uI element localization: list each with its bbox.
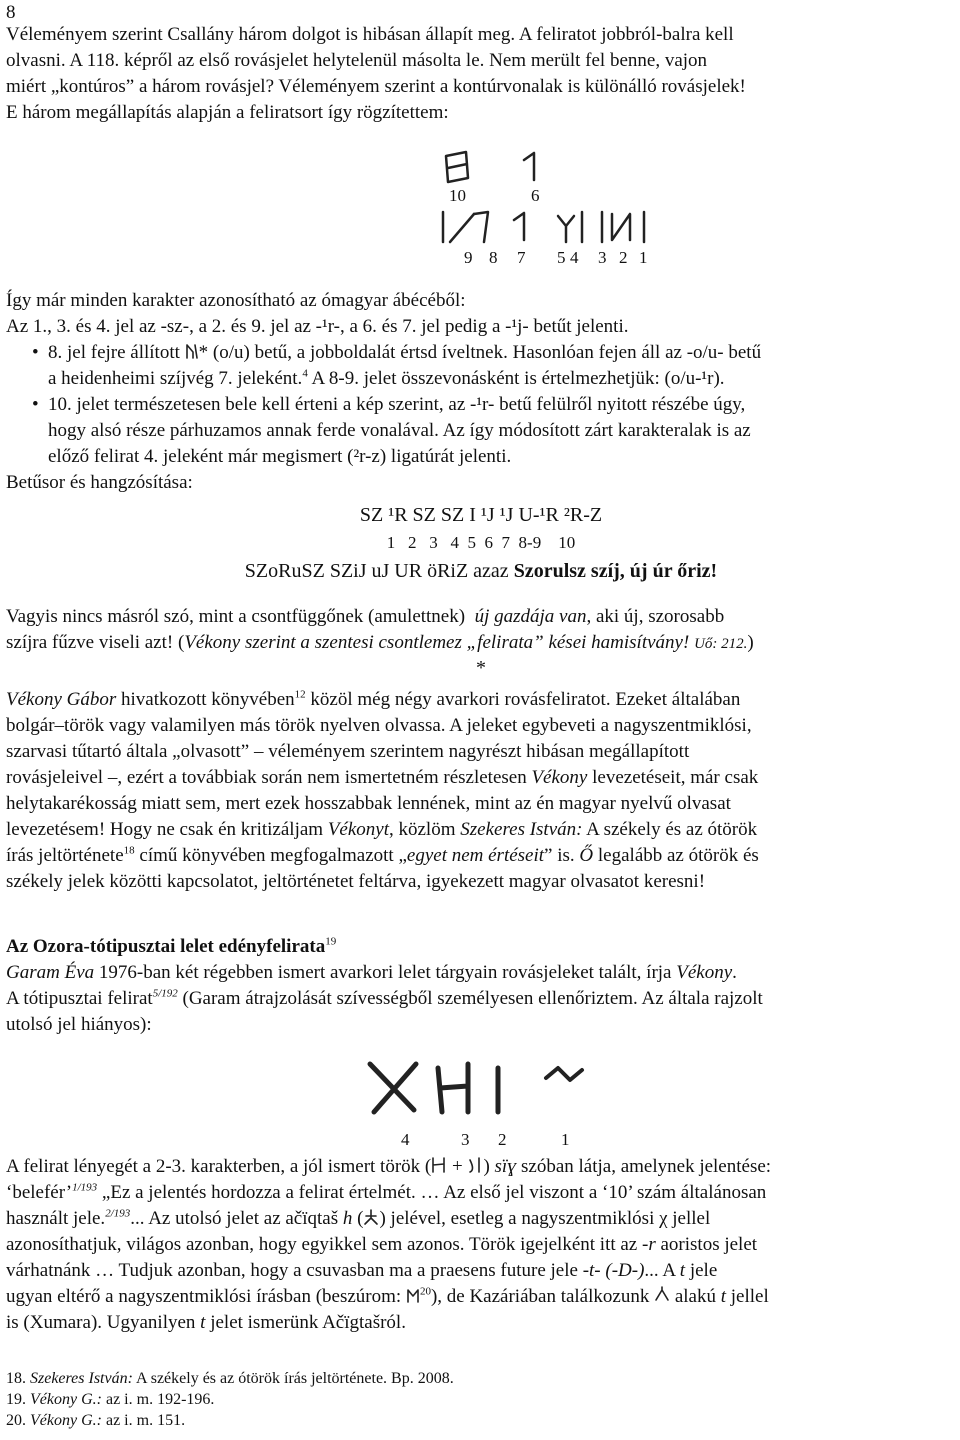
- reading-text: SZoRuSZ SZiJ uJ UR öRiZ azaz: [244, 560, 514, 582]
- rune-number: 2: [619, 248, 628, 267]
- reading: [6, 558, 956, 584]
- text: alakú: [670, 1286, 721, 1307]
- text-line: bolgár–török vagy valamilyen más török nyelven olvassa. A jeleket egybeveti a nagyszentmiklósi,: [6, 715, 752, 736]
- text-line: [6, 1180, 956, 1206]
- inscription-glyphs: [6, 1056, 956, 1120]
- footnote-author: Vékony G.:: [30, 1391, 102, 1408]
- text: 10. jelet természetesen bele kell érteni a kép szerint, az -¹r- betű felülről nyitott részébe úgy,: [48, 394, 746, 415]
- text-line: helytakarékosság miatt sem, mert ezek hosszabbak lennének, mint az én magyar nyelvű olvasat: [6, 793, 731, 814]
- rune-number: 7: [517, 248, 526, 267]
- bullet-item: [6, 340, 956, 392]
- bullet-dot: •: [32, 394, 39, 415]
- text-line: szarvasi tűtartó általa „olvasott” – véleményem szerintem nagyrészt hibásan megállapított: [6, 741, 690, 762]
- paragraph-interpretation: [6, 1154, 956, 1336]
- footnote-text: A székely és az ótörök írás jeltörténete. Bp. 2008.: [132, 1370, 454, 1387]
- text-line: [6, 630, 956, 657]
- text: ugyan eltérő a nagyszentmiklósi írásban (beszúrom:: [6, 1286, 406, 1307]
- text: szóban látja, amelynek jelentése:: [516, 1156, 772, 1177]
- text: szíjra fűzve viseli azt! (: [6, 632, 185, 653]
- footnote-author: Szekeres István:: [30, 1370, 133, 1387]
- text: ): [483, 1156, 495, 1177]
- text-line: [6, 1206, 956, 1232]
- text: Vékony szerint a szentesi csontlemez „felirata” kései hamisítvány!: [184, 632, 690, 653]
- bullet-dot: •: [32, 342, 39, 363]
- text-line: [6, 288, 956, 314]
- text: írás jeltörténete: [6, 845, 124, 866]
- footnote-ref: [105, 1208, 130, 1220]
- text: jelet ismerünk Ačïgtašról.: [205, 1312, 406, 1333]
- text-line: Véleményem szerint Csallány három dolgot is hibásan állapít meg. A feliratot jobbról-balra kell: [6, 24, 734, 45]
- rune-figure-2: [6, 1056, 956, 1152]
- heading-text: Az Ozora-tótipusztai lelet edényfelirata: [6, 936, 326, 957]
- text: is (Xumara). Ugyanilyen: [6, 1312, 201, 1333]
- text: levezetésem! Hogy ne csak én kritizáljam: [6, 819, 328, 840]
- text: várhatnánk … Tudjuk azonban, hogy a csuvasban ma a praesens future jele: [6, 1260, 583, 1281]
- text-line: [6, 986, 956, 1012]
- footnote: [6, 1410, 956, 1431]
- bullet-text: [48, 392, 956, 470]
- text-line: [6, 1258, 956, 1284]
- text: közöl még négy avarkori rovásfeliratot. Ezeket általában: [305, 689, 741, 710]
- paragraph-vekony: [6, 687, 956, 895]
- section-separator: *: [476, 657, 486, 679]
- footnote-ref: [72, 1182, 97, 1194]
- text: ” is.: [544, 845, 580, 866]
- rune-number: 8: [489, 248, 498, 267]
- glyph-number: 4: [401, 1130, 410, 1149]
- rune-inline-icon: [406, 1286, 420, 1304]
- text: Vagyis nincs másról szó, mint a csontfüggőnek (amulettnek): [6, 606, 466, 627]
- text: A 8-9. jelet összevonásként is értelmezhetjük: (o/u-¹r).: [307, 368, 725, 389]
- text: Uő: 212.: [694, 636, 748, 652]
- rune-inline-icon: [431, 1156, 447, 1174]
- transliteration-numbers: 1 2 3 4 5 6 7 8-9 10: [386, 533, 576, 552]
- text: című könyvében megfogalmazott „: [134, 845, 407, 866]
- glyph-number: 1: [561, 1130, 570, 1149]
- text: ... A: [644, 1260, 680, 1281]
- analysis-section: [6, 288, 956, 584]
- text: előző felirat 4. jeleként már megismert (²r-z) ligatúrát jelenti.: [48, 446, 512, 467]
- footnotes: [6, 1368, 956, 1431]
- rune-glyphs-bottom: [6, 208, 956, 254]
- text: (: [352, 1208, 364, 1229]
- footnote-text: az i. m. 192-196.: [101, 1391, 215, 1408]
- glyph-number: 2: [498, 1130, 507, 1149]
- text-line: [6, 765, 956, 791]
- text-line: [6, 1284, 956, 1310]
- text: egyet nem értéseit: [406, 845, 545, 866]
- footnote-number: 19.: [6, 1391, 30, 1408]
- footnote-ref: 18: [123, 844, 135, 857]
- rune-figure-1: [6, 148, 956, 273]
- text: ), de Kazáriában találkozunk: [430, 1286, 655, 1307]
- text: Az 1., 3. és 4. jel az -sz-, a 2. és 9. jel az -¹r-, a 6. és 7. jel pedig a -¹j- betűt jelenti.: [6, 316, 629, 337]
- text: A tótipusztai felirat: [6, 988, 153, 1009]
- footnote-ref: 20: [419, 1285, 431, 1298]
- footnote-ref: 19: [325, 935, 337, 948]
- rune-number: 5: [557, 248, 566, 267]
- rune-number: 6: [531, 186, 540, 205]
- text-line: olvasni. A 118. képről az első rovásjelet helytelenül másolta le. Nem merült fel benne, vajon: [6, 50, 708, 71]
- text: Szekeres István:: [460, 819, 583, 840]
- text: jele: [685, 1260, 718, 1281]
- reading-meaning: Szorulsz szíj, új úr őriz!: [513, 560, 718, 582]
- text: hogy alsó része párhuzamos annak ferde vonalával. Az így módosított zárt karakteralak is az: [48, 420, 751, 441]
- footnote-author: Vékony G.:: [30, 1412, 102, 1429]
- text-line: székely jelek közötti kapcsolatot, jeltörténetet feltárva, igyekezett magyar olvasatot keresni!: [6, 871, 706, 892]
- text: legalább az ótörök és: [593, 845, 759, 866]
- footnote: [6, 1389, 956, 1410]
- page-number: 8: [6, 2, 16, 23]
- text: 1/193: [72, 1181, 98, 1194]
- text: * (o/u) betű, a jobboldalát értsd íveltnek. Hasonlóan fejen áll az -o/u- betű: [198, 342, 762, 363]
- rune-number: 10: [449, 186, 466, 205]
- text: rovásjeleivel –, ezért a továbbiak során nem ismertetném részletesen: [6, 767, 532, 788]
- text: (Garam átrajzolását szívességből személyesen ellenőriztem. Az általa rajzolt: [177, 988, 763, 1009]
- text-line: [6, 817, 956, 843]
- rune-number: 1: [639, 248, 648, 267]
- bullet-text: [48, 340, 956, 392]
- text: A felirat lényegét a 2-3. karakterben, a jól ismert török (: [6, 1156, 432, 1177]
- text-line: [6, 1232, 956, 1258]
- text-line: [6, 1154, 956, 1180]
- text: Vékony: [676, 962, 733, 983]
- section-heading: [6, 934, 956, 960]
- text-line: [6, 843, 956, 869]
- text: 5/192: [152, 987, 178, 1000]
- text-line: miért „kontúros” a három rovásjel? Véleményem szerint a kontúrvonalak is különálló rovásjelek!: [6, 76, 746, 97]
- text: Vékony Gábor: [6, 689, 117, 710]
- rune-inline-icon: [185, 342, 199, 360]
- text: -t- (-D-): [582, 1260, 645, 1281]
- text: használt jele.: [6, 1208, 106, 1229]
- rune-glyphs-top: [6, 148, 956, 188]
- text-line: Betűsor és hangzósítása:: [6, 472, 193, 493]
- text: ) jelével, esetleg a nagyszentmiklósi χ jellel: [379, 1208, 711, 1229]
- text: jellel: [726, 1286, 769, 1307]
- footnote-ref: 4: [302, 367, 308, 380]
- rune-number: 3: [598, 248, 607, 267]
- text: ‘belefér’: [6, 1182, 73, 1203]
- text: Így már minden karakter azonosítható az ómagyar ábécéből:: [6, 290, 466, 311]
- footnote-ref: 12: [294, 688, 306, 701]
- text-line: [6, 687, 956, 713]
- rune-inline-icon: [467, 1156, 483, 1174]
- footnote-number: 18.: [6, 1370, 30, 1387]
- text-line: [6, 314, 956, 340]
- section-ozora: [6, 934, 956, 1038]
- text: levezetéseit, már csak: [587, 767, 759, 788]
- bullet-item: [6, 392, 956, 470]
- text: „Ez a jelentés hordozza a felirat értelmét. … Az első jel viszont a ‘10’ szám általánosan: [97, 1182, 767, 1203]
- text: azonosíthatjuk, világos azonban, hogy egyikkel sem azonos. Török igejelként itt az: [6, 1234, 642, 1255]
- transliteration: SZ ¹R SZ SZ I ¹J ¹J U-¹R ²R-Z: [359, 504, 603, 526]
- text-line: [6, 604, 956, 630]
- text: t: [200, 1312, 206, 1333]
- footnote: [6, 1368, 956, 1389]
- text: , közlöm: [389, 819, 461, 840]
- rune-number: 9: [464, 248, 473, 267]
- text: Garam Éva: [6, 962, 95, 983]
- text: 8. jel fejre állított: [48, 342, 185, 363]
- text: sïɣ: [494, 1156, 517, 1177]
- text: ... Az utolsó jelet az ačïqtaš: [130, 1208, 343, 1229]
- rune-number: 4: [570, 248, 579, 267]
- rune-inline-icon: [363, 1208, 379, 1226]
- text: h: [342, 1208, 353, 1229]
- text: aoristos jelet: [655, 1234, 758, 1255]
- text-line: [6, 960, 956, 986]
- rune-inline-icon: [654, 1286, 670, 1304]
- text: +: [447, 1156, 468, 1177]
- text: a heidenheimi szíjvég 7. jeleként.: [48, 368, 303, 389]
- text: t: [679, 1260, 686, 1281]
- glyph-number: 3: [461, 1130, 470, 1149]
- paragraph-conclusion: [6, 604, 956, 679]
- footnote-ref: [153, 988, 178, 1000]
- text-line: E három megállapítás alapján a feliratsort így rögzítettem:: [6, 102, 449, 123]
- text: új gazdája van: [474, 606, 587, 627]
- text: Ő: [579, 845, 594, 866]
- text: A székely és az ótörök: [582, 819, 758, 840]
- text: hivatkozott könyvében: [116, 689, 295, 710]
- text: Vékony: [531, 767, 588, 788]
- paragraph-intro: [6, 22, 956, 126]
- text: ): [747, 632, 754, 653]
- text: 1976-ban két régebben ismert avarkori lelet tárgyain rovásjeleket talált, írja: [94, 962, 677, 983]
- text: Vékonyt: [327, 819, 389, 840]
- text-line: utolsó jel hiányos):: [6, 1014, 152, 1035]
- text: t: [720, 1286, 727, 1307]
- footnote-number: 20.: [6, 1412, 30, 1429]
- text: 2/193: [105, 1207, 131, 1220]
- footnote-text: az i. m. 151.: [101, 1412, 186, 1429]
- text: , aki új, szorosabb: [586, 606, 725, 627]
- text: .: [732, 962, 737, 983]
- text: -r: [642, 1234, 656, 1255]
- text-line: [6, 1310, 956, 1336]
